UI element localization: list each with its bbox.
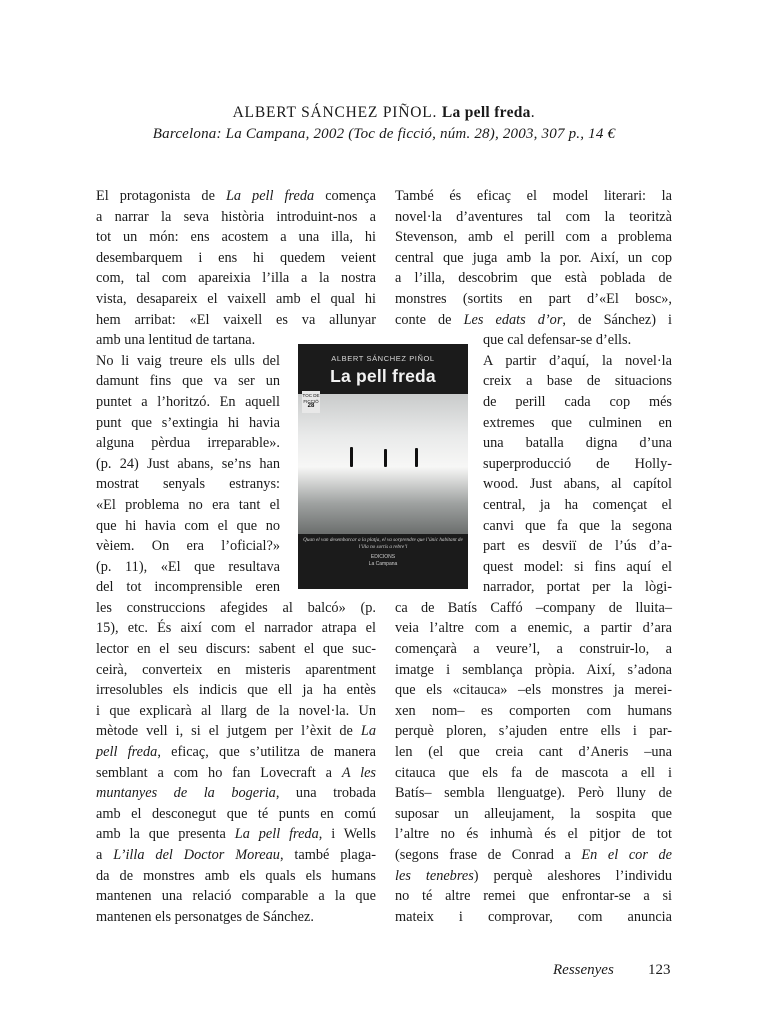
text-line: El protagonista de La pell freda comença [96,188,376,204]
text-line: l’altre no és inhumà és el pitjor de tot [395,826,672,843]
cover-publisher: EDICIONS La Campana [368,554,398,567]
text-line: conte de Les edats d’or, de Sánchez) i [395,311,673,328]
text-line: ca de Batís Caffó –company de lluita– [395,599,672,616]
text-line: citauca que els fa de mascota a ell i [395,764,672,781]
text-line: part es desviï de l’ús d’a- [483,538,672,555]
text-line: da de monstres amb els quals els humans [96,867,376,884]
text-line: amb la que presenta La pell freda, i Wells [96,826,376,843]
text-line: que hi havia com el que no [96,517,280,534]
cover-author: ALBERT SÁNCHEZ PIÑOL [331,354,435,363]
text-line: perquè ploren, s’ajuden entre ells i par- [395,723,672,740]
text-line: amb una lentitud de tartana. [96,332,256,349]
text-line: alguna pèrdua irreparable». [96,435,280,452]
text-line: desembarquem i ens hi quedem veient [96,249,376,266]
text-line: novel·la d’aventures tal com la teoritzà [395,208,672,225]
text-line: començarà a veure’l, a construir-lo, a [395,641,672,658]
cover-figure [384,449,387,467]
text-line: damunt fins que va ser un [96,373,280,390]
text-line: de perill cada cop més [483,393,672,410]
text-line: com, tal com apareixia l’illa a la nostra [96,270,376,287]
text-line: punt que s’extingia hi havia [96,414,280,431]
text-line: les tenebres) perquè aleshores l’individu [395,867,673,884]
text-line: len (el que creia cant d’Aneris –una [395,744,672,761]
cover-quote: Quan el van desembarcar a la platja, el va sorprendre que l’únic habitant de l’illa no sortís a rebre’l [303,537,463,550]
text-line: «El problema no era tant el [96,496,280,513]
text-line: quest model: si fins aquí el [483,558,672,575]
text-line: central que juga amb la por. Així, un cop [395,249,672,266]
text-line: mateix i comprovar, com anuncia [395,908,672,925]
text-line: semblant a com ho fan Lovecraft a A les [96,764,376,781]
text-line: veia l’altre com a enemic, a partir d’ara [395,620,672,637]
collection-badge: TOC DE FICCIÓ 28 [302,391,320,413]
cover-photo [298,394,468,534]
text-line: mantenen una relació comparable a la que [96,888,376,905]
text-line: (segons frase de Conrad a En el cor de [395,847,672,863]
text-line: a narrar la seva història introduint-nos a [96,208,376,225]
text-line: superproducció de Holly- [483,455,672,472]
text-line: extremes que culminen en [483,414,672,431]
cover-figure [415,448,418,467]
text-line: les construccions afegides al balcó» (p. [96,599,376,616]
text-line: canvi que fa que la segona [483,517,672,534]
text-line: monstres (sortits en part d’«El bosc», [395,290,672,307]
section-name: Ressenyes [553,962,614,978]
text-line: mostrat senyals estranys: [96,476,280,493]
text-line: hem arribat: «El vaixell es va allunyar [96,311,376,328]
text-line: muntanyes de la bogeria, una trobada [96,785,376,802]
text-line: vèiem. On era l’oficial?» [96,538,280,555]
text-line: suposar un alleujament, la sospita que [395,805,672,822]
text-line: i que explicarà al llarg de la novel·la. Un [96,702,376,719]
text-line: xen nom– es comporten com humans [395,702,672,719]
text-line: imatge i semblança pròpia. Així, s’adona [395,661,672,678]
cover-title: La pell freda [330,366,436,386]
text-line: (p. 11), «El que resultava [96,558,280,575]
book-cover-image [298,344,468,589]
text-line: una batalla digna d’una [483,435,672,452]
text-line: del tot incomprensible eren [96,579,280,596]
text-line: wood. Just abans, al capítol [483,476,672,493]
text-line: pell freda, eficaç, que s’utilitza de manera [96,744,376,761]
text-line: Batís– sembla llenguatge). Però lluny de [395,785,672,802]
text-line: No li vaig treure els ulls del [96,352,280,369]
text-line: (p. 24) Just abans, se’ns han [96,455,280,472]
text-line: central, ja ha començat el [483,496,672,513]
text-line: amb el desconegut que té punts en comú [96,805,376,822]
review-heading: ALBERT SÁNCHEZ PIÑOL. La pell freda. [232,104,536,121]
text-line: Stevenson, amb el perill com a problema [395,229,672,246]
text-line: mètode vell i, si el jutgem per l’èxit de La [96,723,376,740]
text-line: irresolubles els indicis que ell ja ha entès [96,682,376,699]
text-line: 15), etc. És així com el narrador atrapa el [96,620,376,637]
text-line: tot un món: ens acostem a una illa, hi [96,229,376,246]
book-imprint: Barcelona: La Campana, 2002 (Toc de ficció, núm. 28), 2003, 307 p., 14 € [152,126,616,142]
text-line: lector en el seu discurs: sabent el que suc- [96,641,376,658]
text-line: vista, desapareix el vaixell amb el qual hi [96,290,376,307]
text-line: També és eficaç el model literari: la [395,188,672,204]
text-line: puntet a l’horitzó. En aquell [96,393,280,410]
text-line: que cal defensar-se d’ells. [483,332,632,349]
text-line: ceirà, converteix en misteris aparentment [96,661,376,678]
text-line: mantenen els personatges de Sánchez. [96,908,314,925]
text-line: creix a base de situacions [483,373,672,390]
cover-figure [350,447,353,467]
text-line: narrador, portat per la lògi- [483,579,672,596]
text-line: a l’illa, descobrim que està poblada de [395,270,672,287]
page-number: 123 [648,962,671,978]
text-line: no té altre remei que enfrontar-se a si [395,888,672,905]
text-line: que els «citauca» –els monstres ja merei- [395,682,672,699]
book-title: La pell freda [441,104,531,121]
text-line: a L’illa del Doctor Moreau, també plaga- [96,847,376,863]
book-author: ALBERT SÁNCHEZ PIÑOL. [232,104,438,121]
text-line: A partir d’aquí, la novel·la [483,352,672,369]
